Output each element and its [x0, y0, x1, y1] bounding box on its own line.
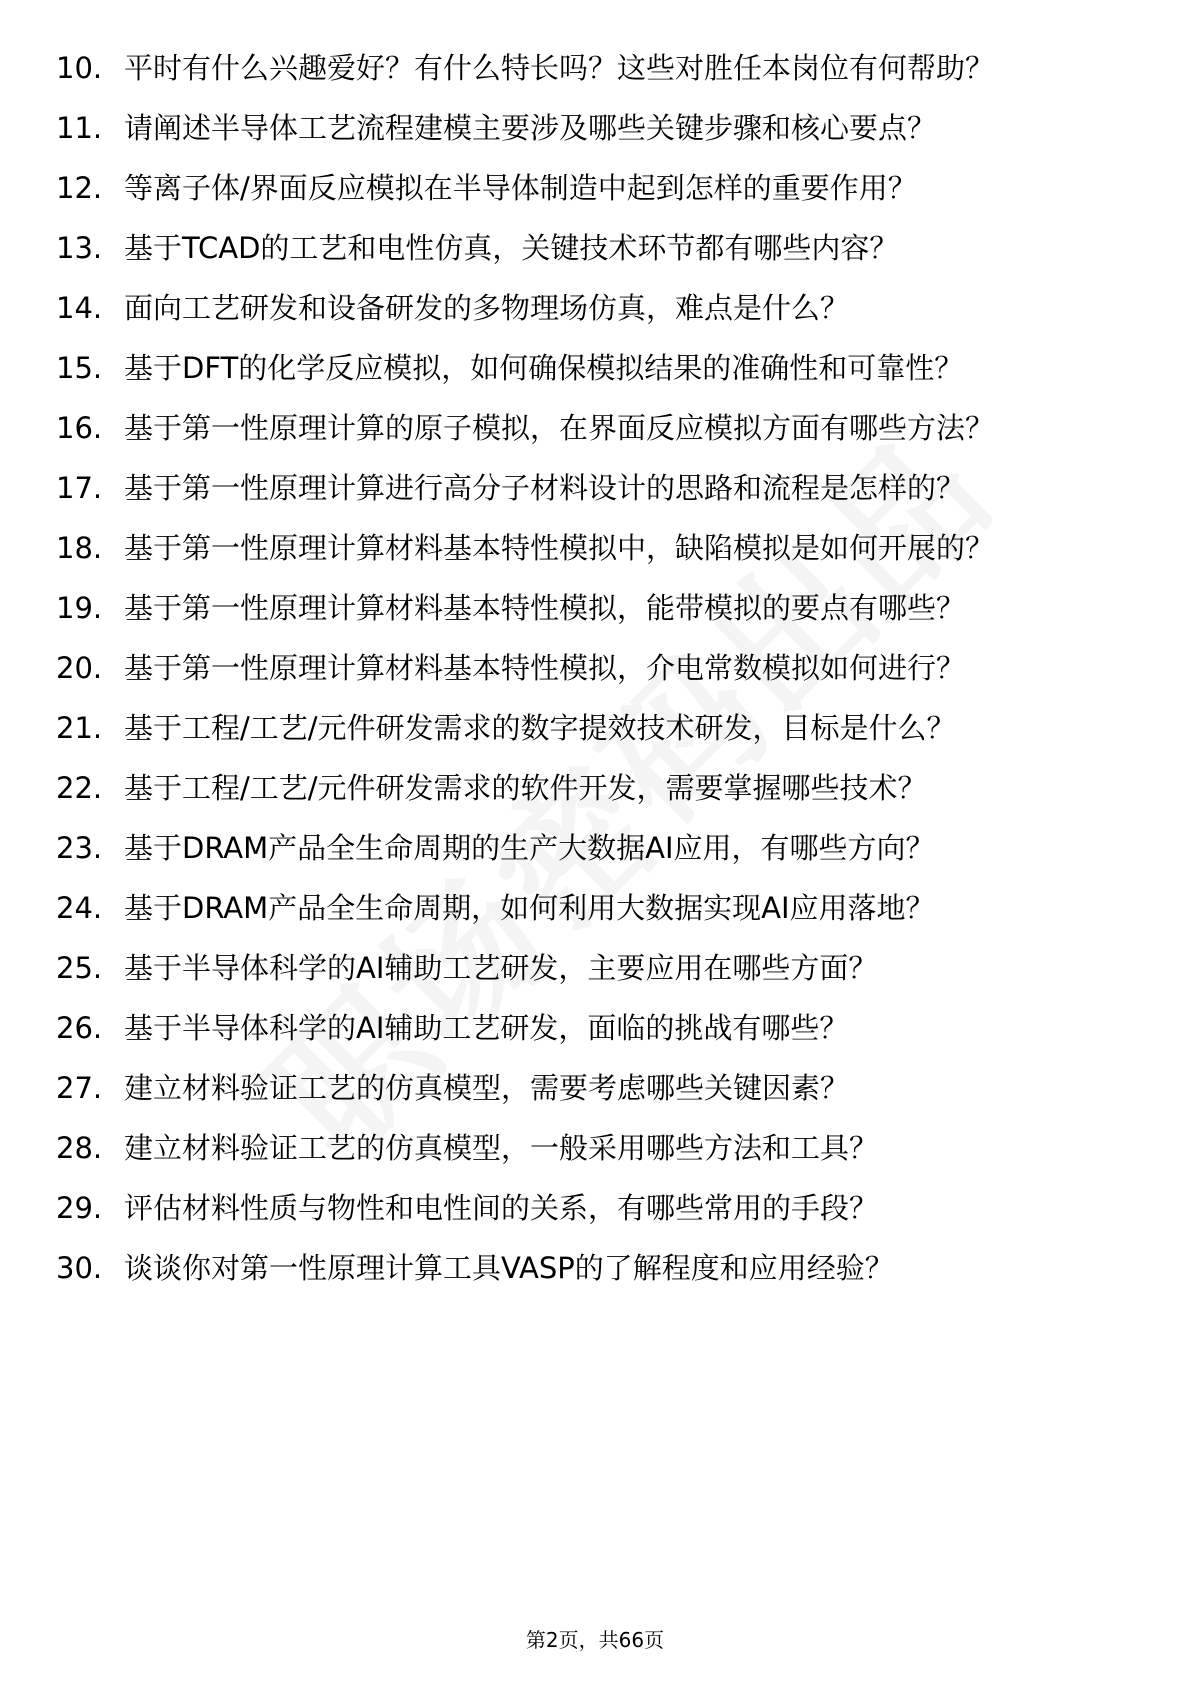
- page-number-label: 第2页，共66页: [525, 1628, 665, 1652]
- question-item: [56, 168, 1136, 208]
- question-item: [56, 768, 1136, 808]
- question-number: 28.: [56, 1131, 103, 1165]
- question-number: 24.: [56, 891, 103, 925]
- question-number: 13.: [56, 231, 103, 265]
- question-item: [56, 648, 1136, 688]
- question-item: [56, 228, 1136, 268]
- question-item: [56, 828, 1136, 868]
- question-text: 基于半导体科学的AI辅助工艺研发，主要应用在哪些方面？: [124, 951, 878, 985]
- question-item: [56, 588, 1136, 628]
- question-text: 面向工艺研发和设备研发的多物理场仿真，难点是什么？: [124, 291, 850, 325]
- question-text: 基于DRAM产品全生命周期的生产大数据AI应用，有哪些方向？: [124, 831, 935, 865]
- question-number: 16.: [56, 411, 103, 445]
- question-number: 29.: [56, 1191, 103, 1225]
- question-text: 基于TCAD的工艺和电性仿真，关键技术环节都有哪些内容？: [124, 231, 899, 265]
- question-number: 23.: [56, 831, 103, 865]
- question-text: 基于第一性原理计算材料基本特性模拟中，缺陷模拟是如何开展的？: [124, 531, 995, 565]
- question-text: 基于第一性原理计算进行高分子材料设计的思路和流程是怎样的？: [124, 471, 966, 505]
- question-item: [56, 708, 1136, 748]
- question-text: 基于第一性原理计算材料基本特性模拟，能带模拟的要点有哪些？: [124, 591, 966, 625]
- question-number: 12.: [56, 171, 103, 205]
- question-item: [56, 528, 1136, 568]
- question-text: 基于DFT的化学反应模拟，如何确保模拟结果的准确性和可靠性？: [124, 351, 964, 385]
- question-number: 17.: [56, 471, 103, 505]
- question-number: 20.: [56, 651, 103, 685]
- question-item: [56, 1188, 1136, 1228]
- question-item: [56, 1068, 1136, 1108]
- question-item: [56, 108, 1136, 148]
- question-text: 基于工程/工艺/元件研发需求的数字提效技术研发，目标是什么？: [124, 711, 956, 745]
- question-number: 11.: [56, 111, 103, 145]
- question-list: [56, 48, 1136, 1308]
- question-number: 19.: [56, 591, 103, 625]
- question-item: [56, 48, 1136, 88]
- question-text: 基于工程/工艺/元件研发需求的软件开发，需要掌握哪些技术？: [124, 771, 927, 805]
- question-text: 评估材料性质与物性和电性间的关系，有哪些常用的手段？: [124, 1191, 879, 1225]
- question-number: 25.: [56, 951, 103, 985]
- question-text: 谈谈你对第一性原理计算工具VASP的了解程度和应用经验？: [124, 1251, 894, 1285]
- question-text: 基于第一性原理计算的原子模拟，在界面反应模拟方面有哪些方法？: [124, 411, 995, 445]
- question-number: 27.: [56, 1071, 103, 1105]
- question-item: [56, 408, 1136, 448]
- question-text: 等离子体/界面反应模拟在半导体制造中起到怎样的重要作用？: [124, 171, 917, 205]
- question-item: [56, 888, 1136, 928]
- question-number: 14.: [56, 291, 103, 325]
- question-text: 基于半导体科学的AI辅助工艺研发，面临的挑战有哪些？: [124, 1011, 849, 1045]
- question-text: 平时有什么兴趣爱好？有什么特长吗？这些对胜任本岗位有何帮助？: [124, 51, 995, 85]
- question-item: [56, 288, 1136, 328]
- page-footer: [0, 1628, 1190, 1652]
- question-number: 30.: [56, 1251, 103, 1285]
- question-item: [56, 948, 1136, 988]
- question-item: [56, 468, 1136, 508]
- question-item: [56, 1008, 1136, 1048]
- question-number: 22.: [56, 771, 103, 805]
- question-text: 建立材料验证工艺的仿真模型，一般采用哪些方法和工具？: [124, 1131, 879, 1165]
- question-number: 21.: [56, 711, 103, 745]
- question-item: [56, 1128, 1136, 1168]
- question-number: 15.: [56, 351, 103, 385]
- question-number: 26.: [56, 1011, 103, 1045]
- question-text: 基于DRAM产品全生命周期，如何利用大数据实现AI应用落地？: [124, 891, 935, 925]
- question-text: 基于第一性原理计算材料基本特性模拟，介电常数模拟如何进行？: [124, 651, 966, 685]
- question-number: 18.: [56, 531, 103, 565]
- question-item: [56, 348, 1136, 388]
- question-text: 建立材料验证工艺的仿真模型，需要考虑哪些关键因素？: [124, 1071, 850, 1105]
- question-text: 请阐述半导体工艺流程建模主要涉及哪些关键步骤和核心要点？: [124, 111, 937, 145]
- question-item: [56, 1248, 1136, 1288]
- question-number: 10.: [56, 51, 103, 85]
